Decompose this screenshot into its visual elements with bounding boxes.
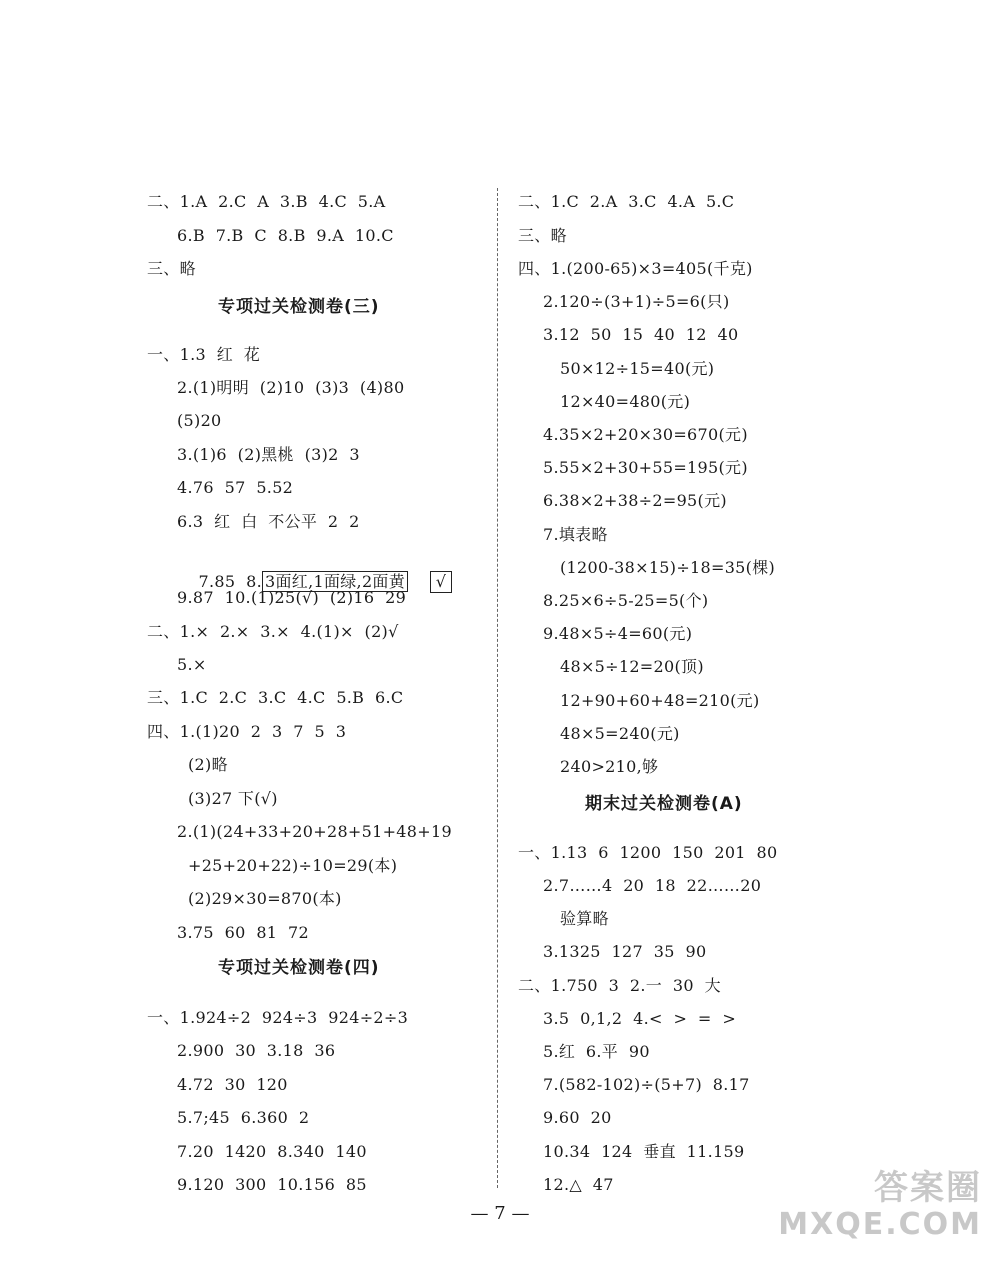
answer-line: 7.(582-102)÷(5+7) 8.17 xyxy=(543,1075,750,1094)
answer-line: 3.5 0,1,2 4.< > = > xyxy=(543,1009,737,1028)
watermark-text-top: 答案圈 xyxy=(874,1168,982,1208)
column-divider xyxy=(497,188,498,1188)
answer-prefix: 7.85 8. xyxy=(198,572,263,591)
answer-line: 5.红 6.平 90 xyxy=(543,1042,650,1061)
answer-line: 4.76 57 5.52 xyxy=(177,478,294,497)
answer-line: 四、1.(200-65)×3=405(千克) xyxy=(518,259,753,278)
answer-line: 5.× xyxy=(177,655,207,674)
answer-line: 48×5=240(元) xyxy=(560,724,680,743)
answer-line: 3.75 60 81 72 xyxy=(177,923,310,942)
answer-line: 一、1.924÷2 924÷3 924÷2÷3 xyxy=(147,1008,409,1027)
answer-line: 3.(1)6 (2)黑桃 (3)2 3 xyxy=(177,445,360,464)
answer-line: (5)20 xyxy=(177,411,222,430)
answer-line: 9.120 300 10.156 85 xyxy=(177,1175,367,1194)
answer-line: 8.25×6÷5-25=5(个) xyxy=(543,591,709,610)
answer-line: 一、1.13 6 1200 150 201 80 xyxy=(518,843,778,862)
answer-line: 5.55×2+30+55=195(元) xyxy=(543,458,748,477)
answer-line: 二、1.C 2.A 3.C 4.A 5.C xyxy=(518,192,735,211)
answer-line: (3)27 下(√) xyxy=(188,789,278,808)
answer-line: 9.87 10.(1)25(√) (2)16 29 xyxy=(177,588,407,607)
answer-line: 10.34 124 垂直 11.159 xyxy=(543,1142,745,1161)
answer-line: 7.填表略 xyxy=(543,525,608,544)
answer-line: 2.900 30 3.18 36 xyxy=(177,1041,336,1060)
answer-line: 48×5÷12=20(顶) xyxy=(560,657,704,676)
answer-line: 二、1.× 2.× 3.× 4.(1)× (2)√ xyxy=(147,622,399,641)
answer-line: (2)29×30=870(本) xyxy=(188,889,342,908)
answer-line: 9.48×5÷4=60(元) xyxy=(543,624,693,643)
answer-line: 四、1.(1)20 2 3 7 5 3 xyxy=(147,722,347,741)
answer-line: 6.B 7.B C 8.B 9.A 10.C xyxy=(177,226,394,245)
boxed-answer: 3面红,1面绿,2面黄 xyxy=(262,571,408,592)
answer-line: (1200-38×15)÷18=35(棵) xyxy=(560,558,776,577)
answer-line: 三、1.C 2.C 3.C 4.C 5.B 6.C xyxy=(147,688,404,707)
answer-line: 4.35×2+20×30=670(元) xyxy=(543,425,748,444)
answer-line: 6.38×2+38÷2=95(元) xyxy=(543,491,727,510)
watermark-text-bottom: MXQE.COM xyxy=(778,1207,982,1242)
answer-line: 9.60 20 xyxy=(543,1108,612,1127)
answer-line: 三、略 xyxy=(147,259,196,278)
answer-line: 验算略 xyxy=(560,909,609,928)
answer-line: +25+20+22)÷10=29(本) xyxy=(188,856,398,875)
check-box: √ xyxy=(430,571,452,593)
answer-line: 一、1.3 红 花 xyxy=(147,345,261,364)
answer-line: 二、1.A 2.C A 3.B 4.C 5.A xyxy=(147,192,386,211)
page-number: — 7 — xyxy=(470,1203,530,1224)
answer-line: 7.20 1420 8.340 140 xyxy=(177,1142,367,1161)
answer-line: 12×40=480(元) xyxy=(560,392,691,411)
answer-line: 2.(1)(24+33+20+28+51+48+19 xyxy=(177,822,452,841)
section-heading-a: 期末过关检测卷(A) xyxy=(585,794,743,814)
answer-line: 12.△ 47 xyxy=(543,1175,614,1194)
answer-line: 4.72 30 120 xyxy=(177,1075,288,1094)
answer-line: (2)略 xyxy=(188,755,228,774)
answer-line: 三、略 xyxy=(518,226,567,245)
section-heading-3: 专项过关检测卷(三) xyxy=(218,297,380,317)
answer-line: 2.120÷(3+1)÷5=6(只) xyxy=(543,292,730,311)
answer-line: 3.12 50 15 40 12 40 xyxy=(543,325,739,344)
watermark-logo xyxy=(778,1168,982,1242)
section-heading-4: 专项过关检测卷(四) xyxy=(218,958,380,978)
answer-line: 二、1.750 3 2.一 30 大 xyxy=(518,976,721,995)
answer-line: 12+90+60+48=210(元) xyxy=(560,691,760,710)
answer-line: 3.1325 127 35 90 xyxy=(543,942,707,961)
answer-line: 2.(1)明明 (2)10 (3)3 (4)80 xyxy=(177,378,405,397)
answer-line: 5.7;45 6.360 2 xyxy=(177,1108,310,1127)
answer-line: 50×12÷15=40(元) xyxy=(560,359,715,378)
answer-line: 2.7……4 20 18 22……20 xyxy=(543,876,762,895)
answer-line: 240>210,够 xyxy=(560,757,659,776)
answer-line: 6.3 红 白 不公平 2 2 xyxy=(177,512,360,531)
